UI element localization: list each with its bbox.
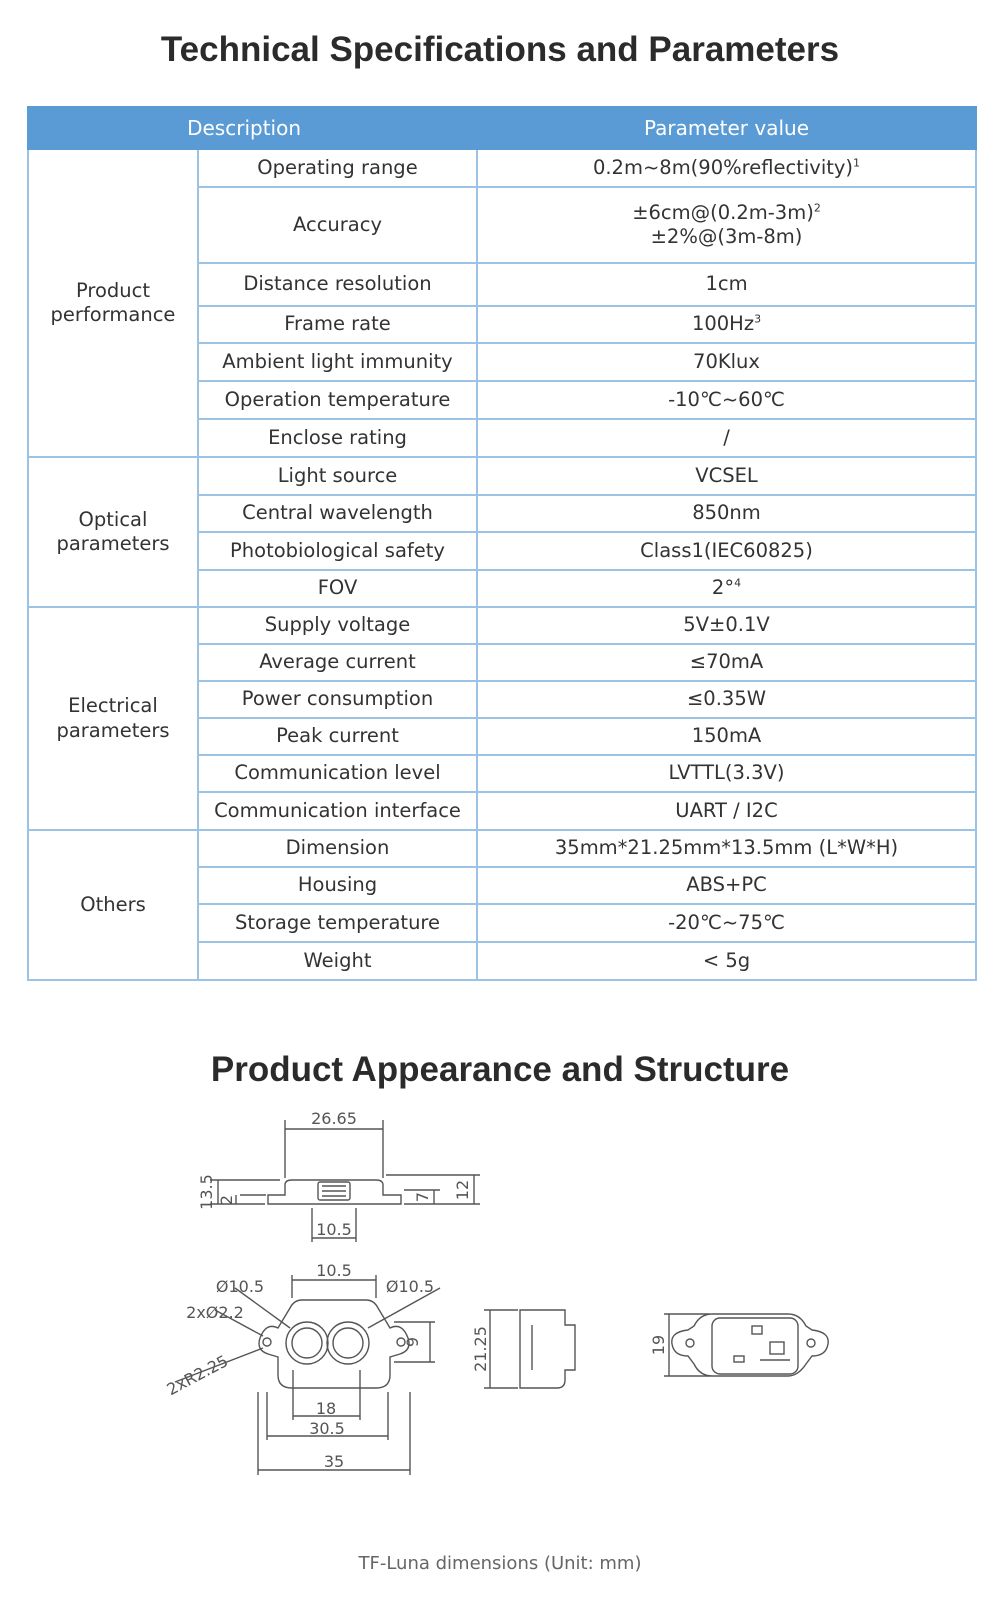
dim-hole-spacing: 30.5	[309, 1419, 345, 1438]
group-label: Electrical parameters	[28, 607, 198, 830]
row-value	[477, 830, 976, 867]
dim-lens-right: Ø10.5	[385, 1277, 435, 1296]
value-text-secondary: ±2%@(3m-8m)	[650, 225, 803, 248]
row-label: Frame rate	[198, 306, 477, 343]
footnote-marker: 3	[754, 312, 762, 326]
row-label: Central wavelength	[198, 495, 477, 532]
row-value	[477, 755, 976, 792]
row-value	[477, 570, 976, 607]
row-value	[477, 149, 976, 187]
table-row	[28, 149, 976, 187]
row-label: Light source	[198, 457, 477, 495]
dimension-drawing	[0, 1109, 1000, 1550]
value-text: ≤70mA	[689, 650, 764, 674]
dim-height-small: 2	[217, 1194, 236, 1206]
row-value	[477, 718, 976, 755]
row-label: Housing	[198, 867, 477, 904]
row-label: Communication interface	[198, 792, 477, 830]
row-label: Photobiological safety	[198, 532, 477, 570]
dim-radius: 2xR2.25	[163, 1351, 232, 1400]
header-description: Description	[28, 107, 477, 149]
value-text: Class1(IEC60825)	[640, 538, 813, 562]
row-value	[477, 381, 976, 419]
dim-top-width: 26.65	[311, 1109, 357, 1128]
value-text: UART / I2C	[675, 798, 778, 822]
row-value	[477, 942, 976, 980]
dim-port-width: 10.5	[316, 1220, 352, 1239]
drawing-caption: TF-Luna dimensions (Unit: mm)	[358, 1553, 642, 1574]
footnote-marker: 4	[734, 576, 742, 590]
value-text: 850nm	[692, 501, 761, 525]
row-value	[477, 263, 976, 306]
row-value	[477, 495, 976, 532]
dim-holes: 2xØ2.2	[186, 1303, 244, 1322]
row-label: Peak current	[198, 718, 477, 755]
group-label: Optical parameters	[28, 457, 198, 607]
row-value	[477, 681, 976, 718]
value-text: 1cm	[705, 272, 748, 296]
row-label: Average current	[198, 644, 477, 681]
value-text: 35mm*21.25mm*13.5mm (L*W*H)	[554, 836, 899, 860]
group-label: Others	[28, 830, 198, 980]
group-label: Product performance	[28, 149, 198, 457]
dim-right-12: 12	[453, 1179, 472, 1201]
table-row	[28, 607, 976, 644]
front-view-outline	[259, 1300, 409, 1388]
back-view-outline	[672, 1314, 828, 1376]
row-label: Accuracy	[198, 187, 477, 263]
value-text: -10℃~60℃	[668, 387, 785, 411]
row-label: Supply voltage	[198, 607, 477, 644]
footnote-marker: 2	[813, 201, 821, 215]
dim-overall-length: 35	[323, 1452, 345, 1471]
row-value	[477, 306, 976, 343]
value-text: 2°	[711, 576, 735, 600]
dim-right-7: 7	[413, 1191, 432, 1203]
value-text: 5V±0.1V	[683, 613, 770, 637]
row-label: Operation temperature	[198, 381, 477, 419]
footnote-marker: 1	[853, 156, 861, 170]
row-label: Dimension	[198, 830, 477, 867]
row-label: FOV	[198, 570, 477, 607]
row-value	[477, 343, 976, 381]
row-label: Enclose rating	[198, 419, 477, 457]
value-text: 0.2m~8m(90%reflectivity)	[592, 155, 854, 179]
value-text: ±6cm@(0.2m-3m)	[632, 200, 814, 224]
value-text: 150mA	[691, 724, 762, 748]
specs-heading: Technical Specifications and Parameters	[160, 30, 840, 69]
row-value	[477, 532, 976, 570]
row-value	[477, 792, 976, 830]
row-value	[477, 904, 976, 942]
value-text: -20℃~75℃	[668, 910, 785, 934]
row-label: Storage temperature	[198, 904, 477, 942]
row-label: Operating range	[198, 149, 477, 187]
dim-height-total: 13.5	[197, 1174, 216, 1210]
dim-back-height: 19	[649, 1334, 668, 1356]
header-parameter-value: Parameter value	[477, 107, 976, 149]
row-label: Ambient light immunity	[198, 343, 477, 381]
row-value	[477, 419, 976, 457]
row-value	[477, 644, 976, 681]
row-value	[477, 457, 976, 495]
value-text: 100Hz	[691, 312, 755, 336]
row-label: Distance resolution	[198, 263, 477, 306]
value-text: LVTTL(3.3V)	[668, 761, 785, 785]
side-view-outline	[520, 1310, 575, 1388]
table-row	[28, 830, 976, 867]
structure-heading: Product Appearance and Structure	[210, 1050, 790, 1089]
dim-side-height: 21.25	[471, 1326, 490, 1372]
value-text: ABS+PC	[686, 873, 767, 897]
value-text: VCSEL	[695, 463, 758, 487]
value-text: ≤0.35W	[686, 687, 767, 711]
spec-table	[27, 106, 977, 981]
value-text: < 5g	[702, 948, 751, 972]
value-text: /	[723, 425, 730, 449]
dim-lens-left: Ø10.5	[215, 1277, 265, 1296]
dim-lens-spacing: 18	[315, 1399, 337, 1418]
row-label: Weight	[198, 942, 477, 980]
row-value	[477, 607, 976, 644]
row-label: Communication level	[198, 755, 477, 792]
table-row	[28, 457, 976, 495]
dim-front-top: 10.5	[316, 1261, 352, 1280]
dim-front-height: 9	[403, 1336, 422, 1348]
row-label: Power consumption	[198, 681, 477, 718]
row-value	[477, 867, 976, 904]
row-value	[477, 187, 976, 263]
value-text: 70Klux	[693, 349, 760, 373]
table-header-row	[28, 107, 976, 149]
